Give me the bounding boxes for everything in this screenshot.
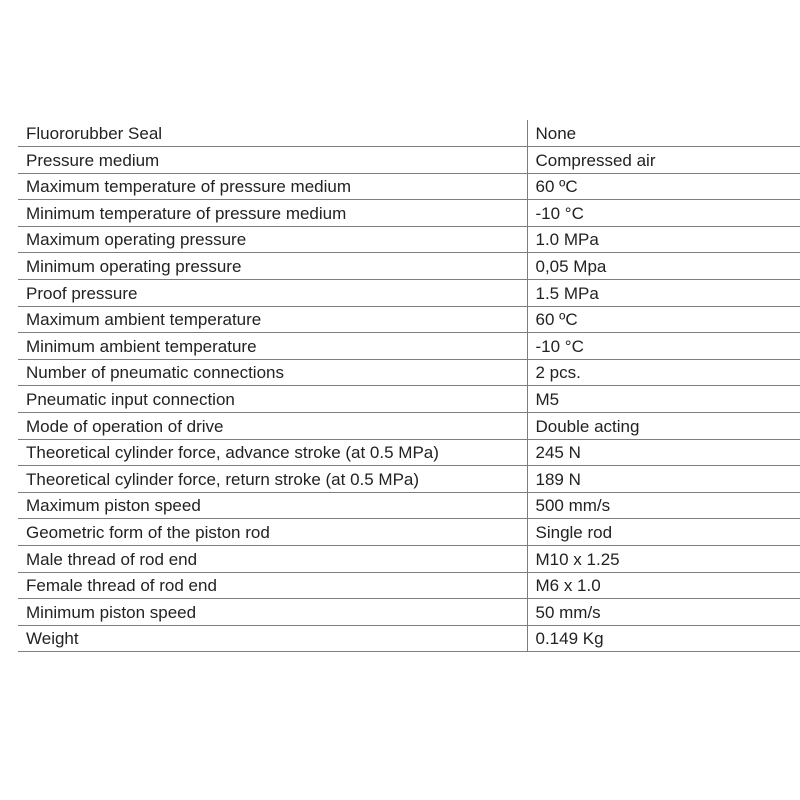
table-row: [18, 386, 800, 413]
value-cell: -10 °C: [527, 200, 800, 227]
parameter-cell: Female thread of rod end: [18, 572, 527, 599]
table-row: [18, 519, 800, 546]
value-cell: 0,05 Mpa: [527, 253, 800, 280]
table-row: [18, 333, 800, 360]
parameter-cell: Minimum ambient temperature: [18, 333, 527, 360]
table-row: [18, 147, 800, 174]
table-row: [18, 280, 800, 307]
parameter-cell: Minimum temperature of pressure medium: [18, 200, 527, 227]
value-cell: 500 mm/s: [527, 492, 800, 519]
parameter-cell: Pressure medium: [18, 147, 527, 174]
parameter-cell: Minimum piston speed: [18, 599, 527, 626]
table-row: [18, 439, 800, 466]
value-cell: M10 x 1.25: [527, 546, 800, 573]
value-cell: Double acting: [527, 413, 800, 440]
value-cell: None: [527, 120, 800, 147]
value-cell: 2 pcs.: [527, 359, 800, 386]
parameter-cell: Male thread of rod end: [18, 546, 527, 573]
parameter-cell: Maximum temperature of pressure medium: [18, 173, 527, 200]
table-row: [18, 413, 800, 440]
table-row: [18, 306, 800, 333]
parameter-cell: Maximum ambient temperature: [18, 306, 527, 333]
table-row: [18, 359, 800, 386]
table-row: [18, 226, 800, 253]
value-cell: 245 N: [527, 439, 800, 466]
parameter-cell: Pneumatic input connection: [18, 386, 527, 413]
table-row: [18, 120, 800, 147]
parameter-cell: Maximum piston speed: [18, 492, 527, 519]
parameter-cell: Theoretical cylinder force, return stroke (at 0.5 MPa): [18, 466, 527, 493]
table-row: [18, 546, 800, 573]
table-row: [18, 200, 800, 227]
parameter-cell: Fluororubber Seal: [18, 120, 527, 147]
table-row: [18, 466, 800, 493]
value-cell: 0.149 Kg: [527, 625, 800, 652]
table-row: [18, 572, 800, 599]
value-cell: 60 ºC: [527, 306, 800, 333]
table-row: [18, 253, 800, 280]
parameter-cell: Minimum operating pressure: [18, 253, 527, 280]
table-row: [18, 173, 800, 200]
value-cell: Compressed air: [527, 147, 800, 174]
parameter-cell: Mode of operation of drive: [18, 413, 527, 440]
table-row: [18, 625, 800, 652]
value-cell: -10 °C: [527, 333, 800, 360]
table-row: [18, 492, 800, 519]
table-row: [18, 599, 800, 626]
value-cell: Single rod: [527, 519, 800, 546]
value-cell: 1.0 MPa: [527, 226, 800, 253]
value-cell: 189 N: [527, 466, 800, 493]
parameter-cell: Maximum operating pressure: [18, 226, 527, 253]
value-cell: 60 ºC: [527, 173, 800, 200]
parameter-cell: Geometric form of the piston rod: [18, 519, 527, 546]
value-cell: M5: [527, 386, 800, 413]
parameter-cell: Proof pressure: [18, 280, 527, 307]
value-cell: 50 mm/s: [527, 599, 800, 626]
parameter-cell: Theoretical cylinder force, advance stroke (at 0.5 MPa): [18, 439, 527, 466]
value-cell: 1.5 MPa: [527, 280, 800, 307]
value-cell: M6 x 1.0: [527, 572, 800, 599]
parameter-cell: Weight: [18, 625, 527, 652]
spec-table: [18, 120, 800, 652]
spec-table-body: [18, 120, 800, 652]
parameter-cell: Number of pneumatic connections: [18, 359, 527, 386]
